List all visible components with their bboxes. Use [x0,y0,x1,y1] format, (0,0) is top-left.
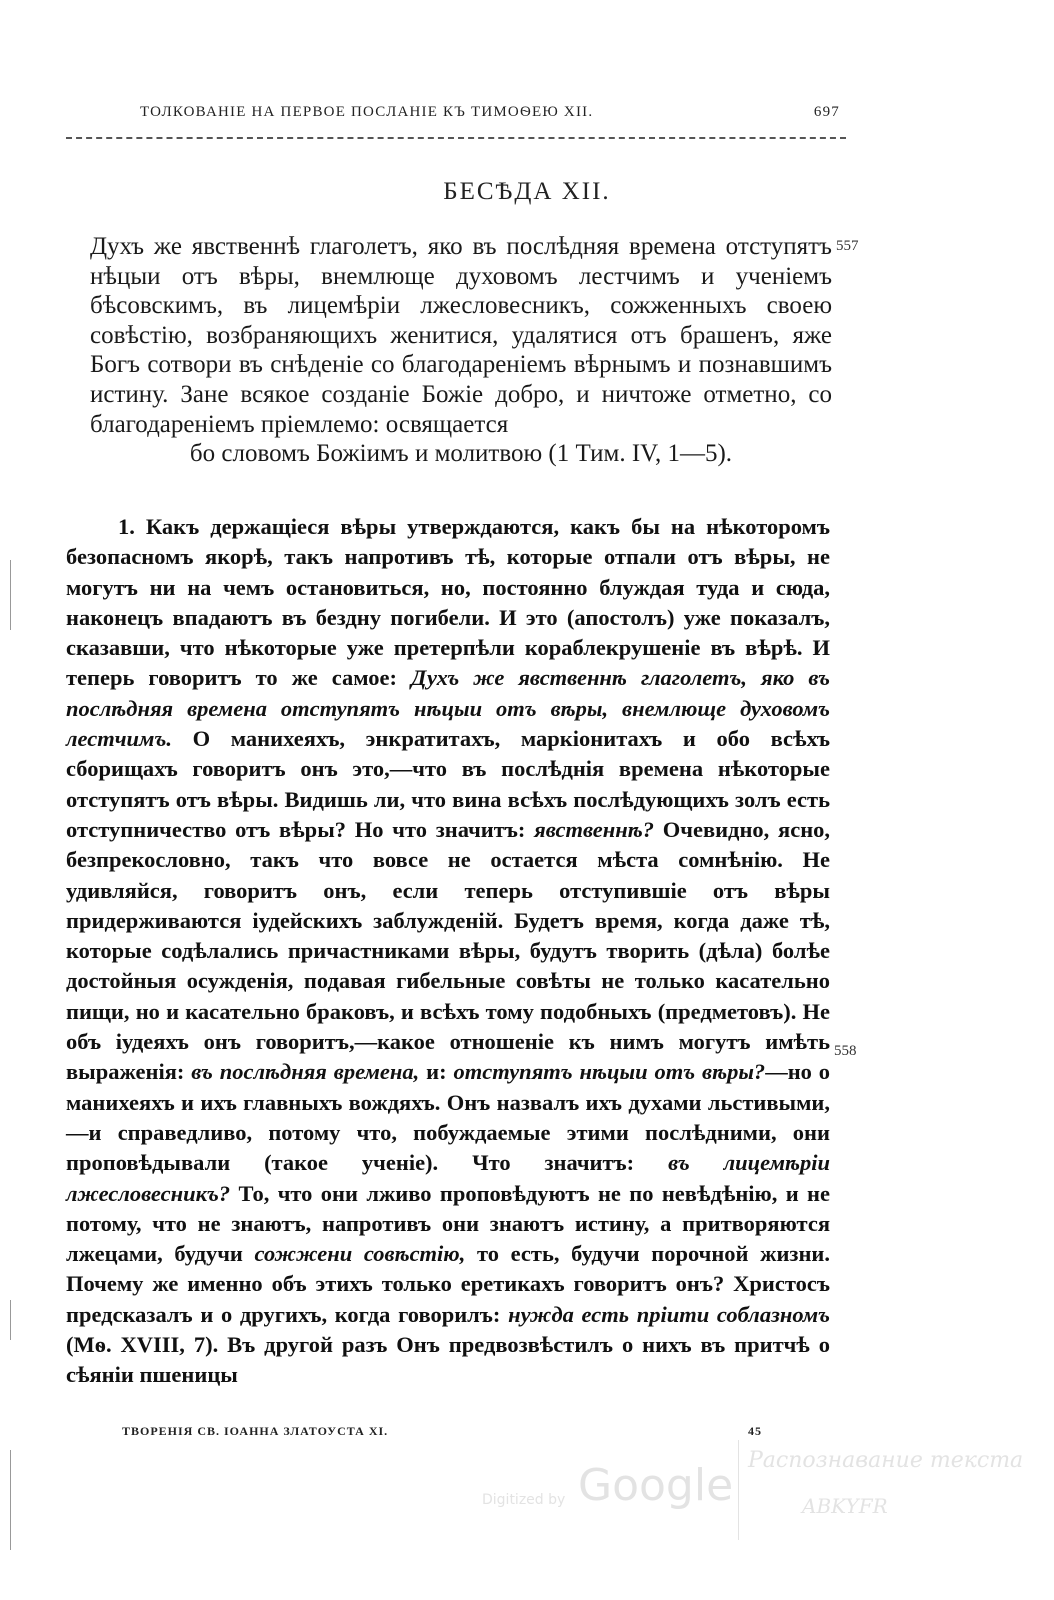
epigraph-text: Духъ же явственнѣ глаголетъ, яко въ послѣдняя времена отступятъ нѣцыи отъ вѣры, внемлюще духовомъ лестчимъ и ученіемъ бѣсовскимъ, въ лицемѣріи лжесловесникъ, сожженныхъ своею совѣстію, возбраняющихъ женитися, удалятися отъ брашенъ, яже Богъ сотвори въ снѣденіе со благодареніемъ вѣрнымъ и познавшимъ истину. Зане всякое созданіе Божіе добро, и ничтоже отметно, со благодареніемъ пріемлемо: освящается [90,233,832,438]
running-head-title: ТОЛКОВАНІЕ НА ПЕРВОЕ ПОСЛАНІЕ КЪ ТИМОѲЕЮ XII. [140,104,594,120]
body-paragraph [66,512,830,1391]
running-head [140,104,840,121]
body-text-3: Очевидно, ясно, безпрекословно, такъ что вовсе не остается мѣста сомнѣнію. Не удивляйся, говоритъ онъ, если теперь отступившіе отъ вѣры придерживаются іудейскихъ заблужденій. Будетъ время, когда даже тѣ, которые содѣлались причастниками вѣры, будутъ творить (дѣла) болѣе достойныя осужденія, подавая гибельные совѣты не только касательно пищи, но и касательно браковъ, и всѣхъ тому подобныхъ (предметовъ). Не объ іудеяхъ онъ говоритъ,—какое отношеніе къ нимъ могутъ имѣть выраженія: [66,816,831,1085]
margin-number-558: 558 [834,1043,857,1059]
watermark-digitized: Digitized by [482,1492,566,1508]
epigraph-last-line: бо словомъ Божіимъ и молитвою (1 Тим. IV, 1—5). [189,440,733,468]
epigraph [90,232,832,469]
watermark-ocr: Распознавание текста [748,1448,1024,1473]
google-logo: Google [578,1460,734,1511]
scan-edge-mark [10,1450,11,1550]
signature-title: ТВОРЕНІЯ СВ. ІОАННА ЗЛАТОУСТА XI. [122,1424,389,1438]
body-text-6: То, что они лживо проповѣдуютъ не по невѣдѣнію, и не потому, что не знаютъ, напротивъ они знаютъ истину, а притворяются лжецами, будучи [66,1180,831,1267]
signature-line [122,1424,762,1439]
scan-edge-mark [10,1300,11,1340]
paragraph-number: 1. [118,514,135,539]
scripture-quote-4: отступятъ нѣцыи отъ вѣры? [453,1059,766,1085]
scripture-quote-2: явственнѣ? [534,816,654,842]
margin-number-557: 557 [836,238,859,254]
watermark-divider [738,1440,739,1540]
signature-number: 45 [748,1424,762,1438]
scripture-quote-7: нужда есть пріити соблазномъ [508,1301,830,1327]
scripture-quote-1: Духъ же явственнѣ глаголетъ, яко въ послѣдняя времена отступятъ нѣцыи отъ вѣры, внемлюще духовомъ лестчимъ. [66,665,831,752]
body-text-7: то есть, будучи порочной жизни. Почему же именно объ этихъ только еретикахъ говоритъ онъ? Христосъ предсказалъ и о другихъ, когда говорилъ: [66,1241,831,1327]
scripture-quote-3: въ послѣдняя времена, [191,1059,420,1085]
scripture-quote-6: сожжени совѣстію, [254,1241,466,1267]
watermark-org: ABKYFR [802,1494,888,1518]
page-number: 697 [813,104,840,120]
homily-title: БЕСѢДА XII. [443,178,611,205]
body-text-1: Какъ держащіеся вѣры утверждаются, какъ бы на нѣкоторомъ безопасномъ якорѣ, такъ напротивъ тѣ, которые отпали отъ вѣры, не могутъ ни на чемъ остановиться, но, постоянно блуждая туда и сюда, наконецъ впадаютъ въ бездну погибели. И это (апостолъ) уже показалъ, сказавши, что нѣкоторые уже претерпѣли кораблекрушеніе въ вѣрѣ. И теперь говоритъ то же самое: [66,514,831,691]
body-text-5: —но о манихеяхъ и ихъ главныхъ вождяхъ. Онъ назвалъ ихъ духами льстивыми,—и справедливо, потому что, побуждаемые этими послѣдними, они проповѣдывали (такое ученіе). Что значитъ: [66,1059,831,1176]
scan-edge-mark [10,560,11,630]
body-text-4: и: [426,1059,447,1085]
digitization-watermark [482,1440,1042,1540]
header-rule [66,137,846,139]
scripture-quote-5: въ лицемѣріи лжесловесникъ? [66,1150,831,1206]
body-text-8: (Мѳ. XVIII, 7). Въ другой разъ Онъ предвозвѣстилъ о нихъ въ притчѣ о сѣяніи пшеницы [66,1332,830,1388]
body-text-2: О манихеяхъ, энкратитахъ, маркіонитахъ и обо всѣхъ сборищахъ говоритъ онъ это,—что въ послѣднія времена нѣкоторые отступятъ отъ вѣры. Видишь ли, что вина всѣхъ послѣдующихъ золъ есть отступничество отъ вѣры? Но что значитъ: [66,726,831,842]
